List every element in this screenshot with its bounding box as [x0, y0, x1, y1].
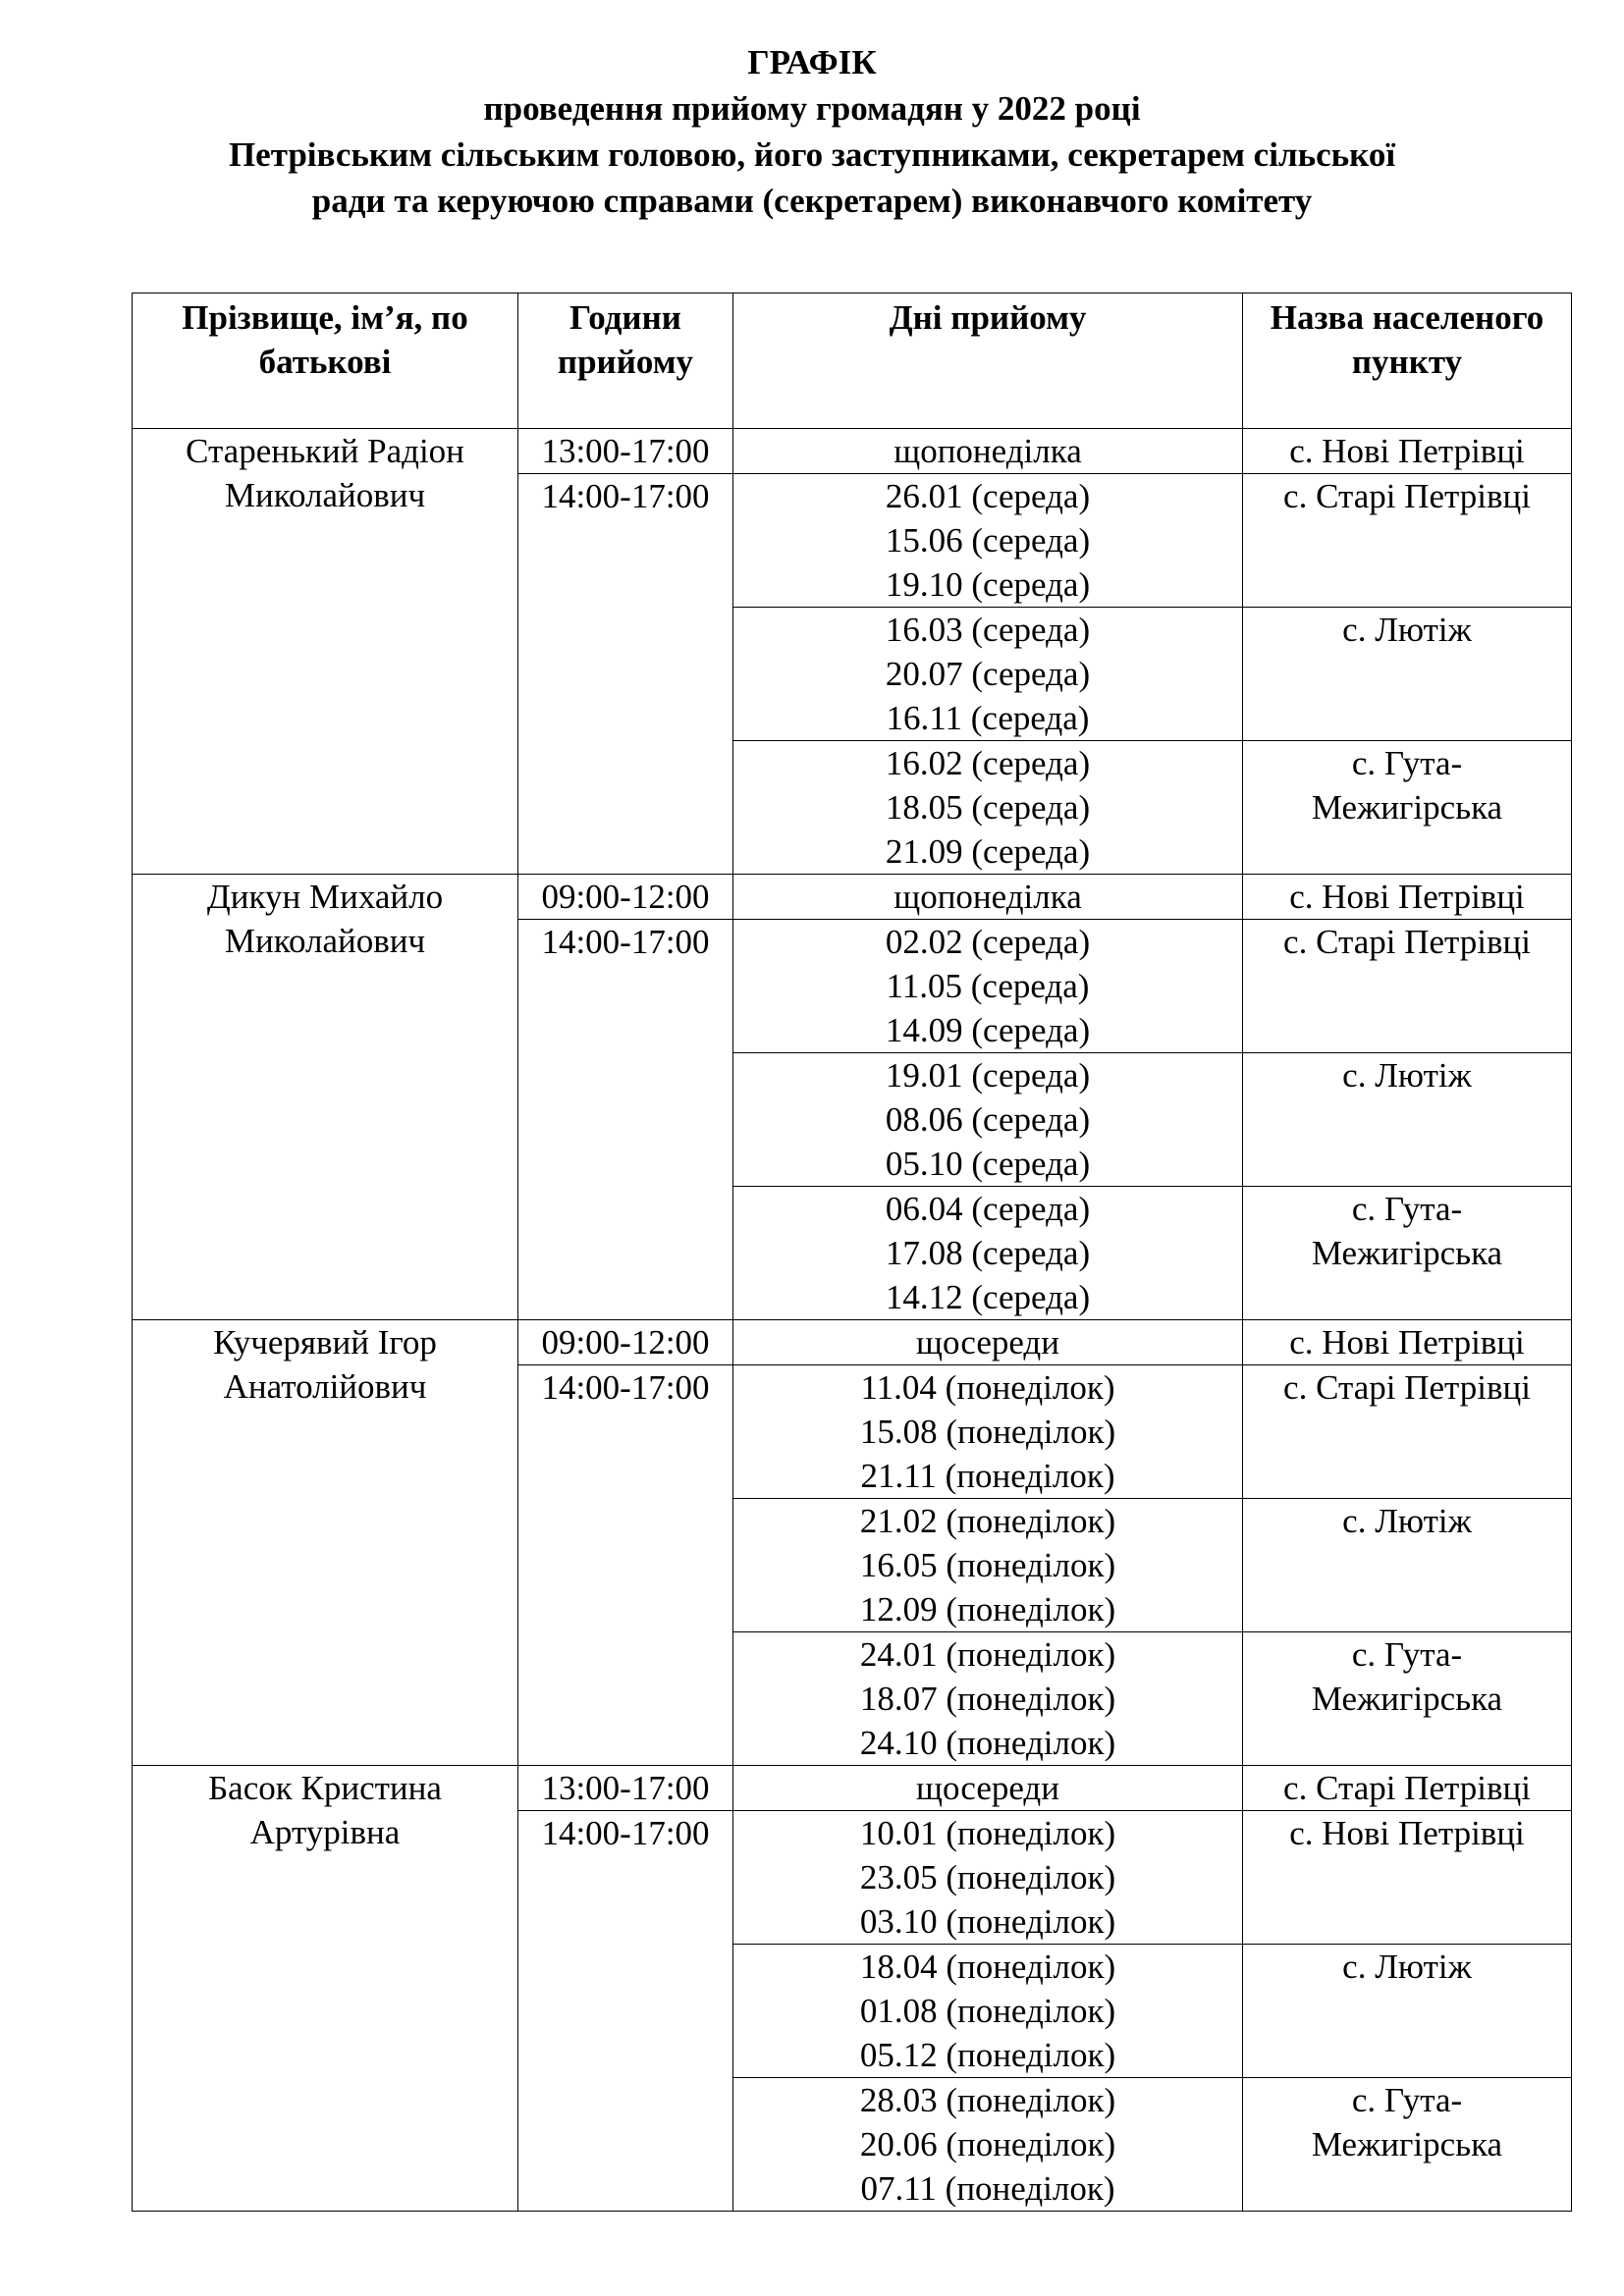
visit-place: с. Нові Петрівці — [1289, 1814, 1525, 1852]
visit-place: с. Гута- Межигірська — [1311, 2081, 1503, 2163]
title-subtitle: проведення прийому громадян у 2022 році — [483, 89, 1141, 128]
weekly-place-cell: с. Старі Петрівці — [1243, 1766, 1572, 1811]
visit-dates-cell — [733, 1499, 1243, 1632]
visit-date: 16.03 (середа) — [885, 611, 1091, 649]
visit-date: 07.11 (понеділок) — [860, 2169, 1115, 2208]
weekly-days-cell: щосереди — [733, 1320, 1243, 1365]
visit-date: 16.11 (середа) — [886, 699, 1090, 737]
visit-place: с. Старі Петрівці — [1283, 1368, 1531, 1407]
visit-date: 16.05 (понеділок) — [859, 1546, 1116, 1584]
visit-hours-cell: 14:00-17:00 — [518, 474, 733, 875]
document-title — [0, 39, 1624, 224]
visit-place-cell — [1243, 1053, 1572, 1187]
official-name-line: Миколайович — [224, 922, 426, 960]
table-header-row — [133, 294, 1572, 429]
visit-dates-cell — [733, 1811, 1243, 1945]
visit-place: с. Лютіж — [1342, 1502, 1472, 1540]
table-row — [133, 429, 1572, 474]
visit-hours-cell: 14:00-17:00 — [518, 1365, 733, 1766]
visit-dates-cell — [733, 1632, 1243, 1766]
title-officials-line2: ради та керуючою справами (секретарем) виконавчого комітету — [311, 182, 1313, 220]
visit-place-cell — [1243, 1499, 1572, 1632]
visit-place: с. Гута- Межигірська — [1311, 1190, 1503, 1272]
visit-date: 06.04 (середа) — [885, 1190, 1091, 1228]
weekly-days-cell: щопонеділка — [733, 875, 1243, 920]
visit-dates-cell — [733, 2078, 1243, 2212]
reception-schedule-table — [132, 293, 1572, 2212]
visit-date: 11.04 (понеділок) — [860, 1368, 1115, 1407]
visit-date: 05.10 (середа) — [885, 1145, 1091, 1183]
visit-date: 16.02 (середа) — [885, 744, 1091, 782]
visit-place-cell — [1243, 1945, 1572, 2078]
weekly-days-cell: щопонеділка — [733, 429, 1243, 474]
visit-date: 19.10 (середа) — [885, 565, 1091, 604]
visit-place: с. Гута- Межигірська — [1311, 1635, 1503, 1718]
visit-dates-cell — [733, 1365, 1243, 1499]
visit-place-cell — [1243, 1632, 1572, 1766]
visit-place-cell — [1243, 1187, 1572, 1320]
official-name-line: Дикун Михайло — [206, 878, 444, 916]
weekly-hours-cell: 09:00-12:00 — [518, 1320, 733, 1365]
visit-dates-cell — [733, 1053, 1243, 1187]
visit-dates-cell — [733, 920, 1243, 1053]
visit-date: 21.11 (понеділок) — [860, 1457, 1115, 1495]
official-name-line: Артурівна — [249, 1813, 401, 1851]
visit-date: 08.06 (середа) — [885, 1100, 1091, 1139]
visit-dates-cell — [733, 608, 1243, 741]
title-heading: ГРАФІК — [747, 43, 877, 81]
visit-date: 14.12 (середа) — [885, 1278, 1091, 1316]
official-name-line: Старенький Радіон — [186, 432, 464, 470]
visit-date: 19.01 (середа) — [885, 1056, 1091, 1095]
weekly-place-cell: с. Нові Петрівці — [1243, 429, 1572, 474]
weekly-place-cell: с. Нові Петрівці — [1243, 1320, 1572, 1365]
visit-date: 24.01 (понеділок) — [859, 1635, 1116, 1674]
weekly-hours-cell: 09:00-12:00 — [518, 875, 733, 920]
weekly-place-cell: с. Нові Петрівці — [1243, 875, 1572, 920]
visit-date: 10.01 (понеділок) — [859, 1814, 1116, 1852]
visit-place: с. Лютіж — [1342, 1948, 1472, 1986]
title-officials-line1: Петрівським сільським головою, його заступниками, секретарем сільської — [228, 135, 1396, 174]
header-days: Дні прийому — [733, 294, 1243, 429]
table-row — [133, 1766, 1572, 1811]
visit-place-cell — [1243, 474, 1572, 608]
visit-date: 21.02 (понеділок) — [859, 1502, 1116, 1540]
visit-date: 14.09 (середа) — [885, 1011, 1091, 1049]
visit-dates-cell — [733, 474, 1243, 608]
official-name-line: Миколайович — [224, 476, 426, 514]
official-name-cell — [133, 1766, 518, 2212]
table-row — [133, 875, 1572, 920]
visit-date: 23.05 (понеділок) — [859, 1858, 1116, 1896]
visit-date: 21.09 (середа) — [885, 832, 1091, 871]
visit-date: 03.10 (понеділок) — [859, 1902, 1116, 1941]
visit-place: с. Лютіж — [1342, 611, 1472, 649]
weekly-hours-cell: 13:00-17:00 — [518, 429, 733, 474]
visit-date: 12.09 (понеділок) — [859, 1590, 1116, 1629]
official-name-line: Кучерявий Ігор — [213, 1323, 437, 1362]
visit-place-cell — [1243, 1811, 1572, 1945]
visit-place-cell — [1243, 741, 1572, 875]
official-name-cell — [133, 1320, 518, 1766]
visit-date: 15.08 (понеділок) — [859, 1413, 1116, 1451]
visit-dates-cell — [733, 1187, 1243, 1320]
weekly-days-cell: щосереди — [733, 1766, 1243, 1811]
visit-date: 05.12 (понеділок) — [859, 2036, 1116, 2074]
visit-hours-cell: 14:00-17:00 — [518, 920, 733, 1320]
visit-hours-cell: 14:00-17:00 — [518, 1811, 733, 2212]
header-hours: Години прийому — [518, 294, 733, 429]
visit-date: 15.06 (середа) — [885, 521, 1091, 560]
visit-date: 01.08 (понеділок) — [859, 1992, 1116, 2030]
visit-place: с. Лютіж — [1342, 1056, 1472, 1095]
visit-date: 18.04 (понеділок) — [859, 1948, 1116, 1986]
official-name-line: Анатолійович — [223, 1367, 427, 1406]
visit-place-cell — [1243, 1365, 1572, 1499]
visit-place: с. Старі Петрівці — [1283, 923, 1531, 961]
visit-place-cell — [1243, 2078, 1572, 2212]
visit-dates-cell — [733, 741, 1243, 875]
visit-date: 02.02 (середа) — [885, 923, 1091, 961]
visit-date: 24.10 (понеділок) — [859, 1724, 1116, 1762]
header-place: Назва населеного пункту — [1243, 294, 1572, 429]
visit-dates-cell — [733, 1945, 1243, 2078]
visit-date: 17.08 (середа) — [885, 1234, 1091, 1272]
visit-place: с. Гута- Межигірська — [1311, 744, 1503, 827]
visit-date: 20.07 (середа) — [885, 655, 1091, 693]
visit-date: 18.05 (середа) — [885, 788, 1091, 827]
table-body — [133, 429, 1572, 2212]
visit-place-cell — [1243, 920, 1572, 1053]
visit-date: 26.01 (середа) — [885, 477, 1091, 515]
weekly-hours-cell: 13:00-17:00 — [518, 1766, 733, 1811]
visit-date: 20.06 (понеділок) — [859, 2125, 1116, 2163]
visit-place-cell — [1243, 608, 1572, 741]
visit-place: с. Старі Петрівці — [1283, 477, 1531, 515]
official-name-line: Басок Кристина — [208, 1769, 442, 1807]
visit-date: 18.07 (понеділок) — [859, 1680, 1116, 1718]
visit-date: 11.05 (середа) — [886, 967, 1090, 1005]
visit-date: 28.03 (понеділок) — [859, 2081, 1116, 2119]
table-row — [133, 1320, 1572, 1365]
official-name-cell — [133, 875, 518, 1320]
header-name: Прізвище, ім’я, по батькові — [133, 294, 518, 429]
official-name-cell — [133, 429, 518, 875]
